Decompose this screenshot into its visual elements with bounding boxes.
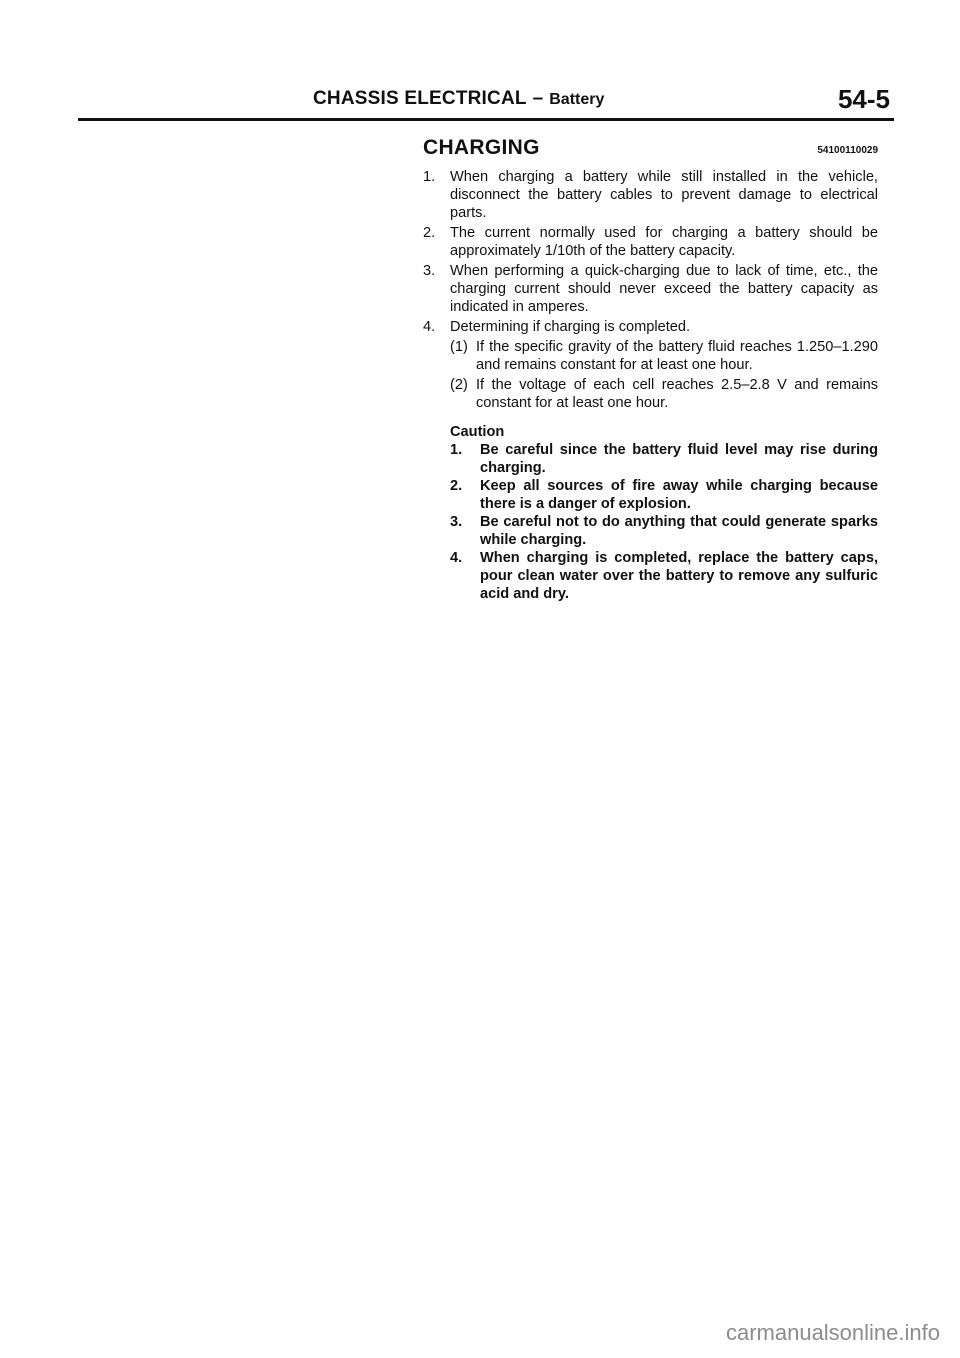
header-rule xyxy=(78,118,894,121)
content-column xyxy=(423,136,878,603)
sub-step-number: (2) xyxy=(450,377,468,393)
step-number: 3. xyxy=(423,263,436,279)
caution-number: 4. xyxy=(450,550,463,566)
sub-step-item xyxy=(450,338,878,374)
caution-text: Keep all sources of fire away while charging because there is a danger of explosion. xyxy=(480,478,878,512)
caution-title: Caution xyxy=(450,424,505,440)
section-title: CHARGING xyxy=(423,136,540,159)
caution-number: 1. xyxy=(450,442,463,458)
caution-item xyxy=(450,549,878,603)
step-number: 2. xyxy=(423,225,436,241)
header-subsection: Battery xyxy=(549,91,605,108)
step-item xyxy=(423,168,878,222)
sub-step-text: If the voltage of each cell reaches 2.5–2.8 V and remains constant for at least one hour. xyxy=(476,377,878,411)
caution-number: 3. xyxy=(450,514,463,530)
sub-step-item xyxy=(450,376,878,412)
step-item xyxy=(423,318,878,336)
sub-step-text: If the specific gravity of the battery fluid reaches 1.250–1.290 and remains constant for at least one hour. xyxy=(476,339,878,373)
step-item xyxy=(423,224,878,260)
caution-text: When charging is completed, replace the battery caps, pour clean water over the battery to remove any sulfuric acid and dry. xyxy=(480,550,878,602)
caution-block xyxy=(450,423,878,603)
caution-number: 2. xyxy=(450,478,463,494)
step-text: The current normally used for charging a battery should be approximately 1/10th of the battery capacity. xyxy=(450,225,878,259)
header-separator: – xyxy=(532,88,544,109)
section-heading xyxy=(423,136,878,166)
caution-text: Be careful since the battery fluid level may rise during charging. xyxy=(480,442,878,476)
section-code: 54100110029 xyxy=(817,145,878,156)
header-section: CHASSIS ELECTRICAL xyxy=(313,88,527,109)
watermark-text: carmanualsonline.info xyxy=(725,1320,940,1345)
step-number: 1. xyxy=(423,169,436,185)
step-text: When performing a quick-charging due to lack of time, etc., the charging current should never exceed the battery capacity as indicated in amperes. xyxy=(450,263,878,315)
page-number: 54-5 xyxy=(837,84,890,114)
caution-item xyxy=(450,441,878,477)
steps-list xyxy=(423,168,878,412)
header-title xyxy=(313,88,604,110)
caution-text: Be careful not to do anything that could generate sparks while charging. xyxy=(480,514,878,548)
step-text: When charging a battery while still installed in the vehicle, disconnect the battery cables to prevent damage to electrical parts. xyxy=(450,169,878,221)
caution-item xyxy=(450,513,878,549)
step-item xyxy=(423,262,878,316)
caution-item xyxy=(450,477,878,513)
step-number: 4. xyxy=(423,319,436,335)
step-text: Determining if charging is completed. xyxy=(450,319,691,335)
sub-step-number: (1) xyxy=(450,339,468,355)
page-header xyxy=(78,84,894,120)
